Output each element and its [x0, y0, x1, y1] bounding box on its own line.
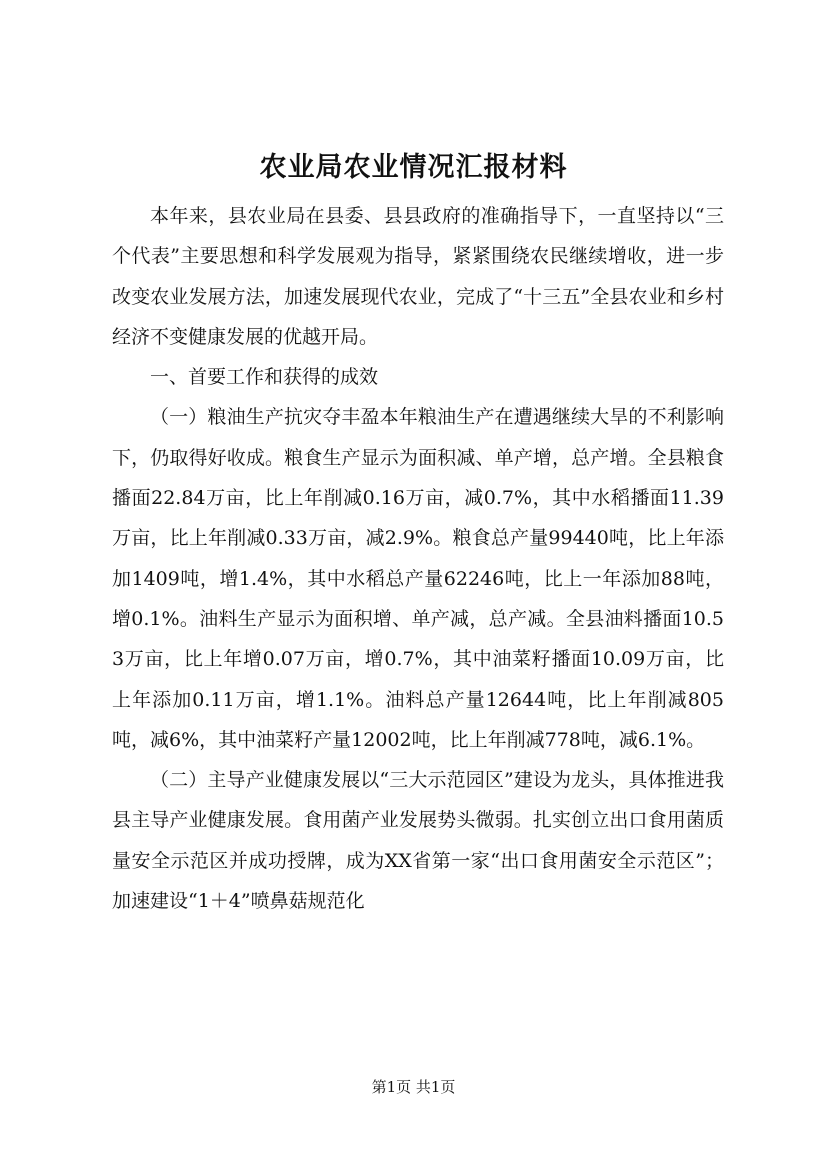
intro-paragraph: 本年来，县农业局在县委、县县政府的准确指导下，一直坚持以“三个代表”主要思想和科学发展观为指导，紧紧围绕农民继续增收，进一步改变农业发展方法，加速发展现代农业，完成了“十三五”全县农业和乡村经济不变健康发展的优越开局。	[112, 205, 724, 348]
section-heading: 一、首要工作和获得的成效	[150, 366, 379, 389]
document-body	[112, 196, 724, 921]
document-title: 农业局农业情况汇报材料	[259, 152, 568, 183]
grain-oil-paragraph: （一）粮油生产抗灾夺丰盈本年粮油生产在遭遇继续大旱的不利影响下，仍取得好收成。粮食生产显示为面积减、单产增，总产增。全县粮食播面22.84万亩，比上年削减0.16万亩，减0.7%，其中水稻播面11.39万亩，比上年削减0.33万亩，减2.9%。粮食总产量99440吨，比上年添加1409吨，增1.4%，其中水稻总产量62246吨，比上一年添加88吨，增0.1%。油料生产显示为面积增、单产减，总产减。全县油料播面10.53万亩，比上年增0.07万亩，增0.7%，其中油菜籽播面10.09万亩，比上年添加0.11万亩，增1.1%。油料总产量12644吨，比上年削减805吨，减6%，其中油菜籽产量12002吨，比上年削减778吨，减6.1%。	[112, 406, 724, 751]
page-footer	[0, 1076, 827, 1098]
leading-industry-paragraph: （二）主导产业健康发展以“三大示范园区”建设为龙头，具体推进我县主导产业健康发展。食用菌产业发展势头微弱。扎实创立出口食用菌质量安全示范区并成功授牌，成为XX省第一家“出口食用菌安全示范区”；加速建设“1＋4”喷鼻菇规范化	[112, 769, 724, 913]
page-number-label: 第1页 共1页	[371, 1078, 456, 1096]
